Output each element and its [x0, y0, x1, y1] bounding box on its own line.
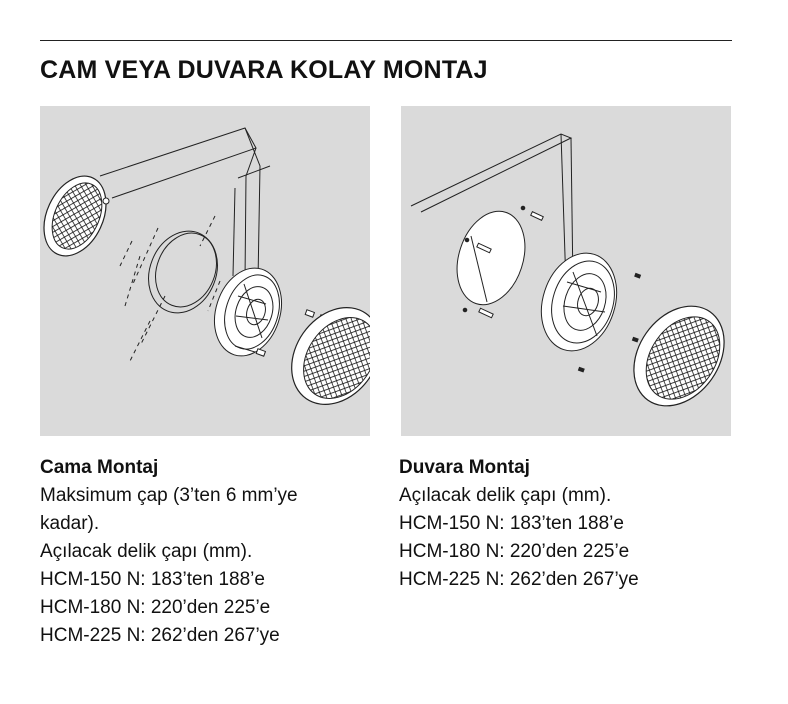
- glass-mounting-line: kadar).: [40, 513, 100, 534]
- page-title: CAM VEYA DUVARA KOLAY MONTAJ: [40, 56, 488, 84]
- glass-mounting-caption: [40, 454, 380, 650]
- wall-mounting-caption: [399, 454, 739, 594]
- wall-mounting-line: HCM-150 N: 183’ten 188’e: [399, 513, 624, 534]
- glass-mounting-line: HCM-150 N: 183’ten 188’e: [40, 569, 265, 590]
- wall-mounting-illustration: [401, 106, 731, 436]
- glass-mounting-line: HCM-180 N: 220’den 225’e: [40, 597, 271, 618]
- glass-mounting-title: Cama Montaj: [40, 457, 159, 478]
- wall-mounting-title: Duvara Montaj: [399, 457, 530, 478]
- top-rule: [40, 40, 732, 41]
- wall-mounting-line: Açılacak delik çapı (mm).: [399, 485, 612, 506]
- wall-mounting-line: HCM-180 N: 220’den 225’e: [399, 541, 630, 562]
- glass-mounting-line: HCM-225 N: 262’den 267’ye: [40, 625, 280, 646]
- glass-mounting-illustration: [40, 106, 370, 436]
- glass-mounting-line: Açılacak delik çapı (mm).: [40, 541, 253, 562]
- glass-mounting-line: Maksimum çap (3’ten 6 mm’ye: [40, 485, 298, 506]
- wall-mounting-line: HCM-225 N: 262’den 267’ye: [399, 569, 639, 590]
